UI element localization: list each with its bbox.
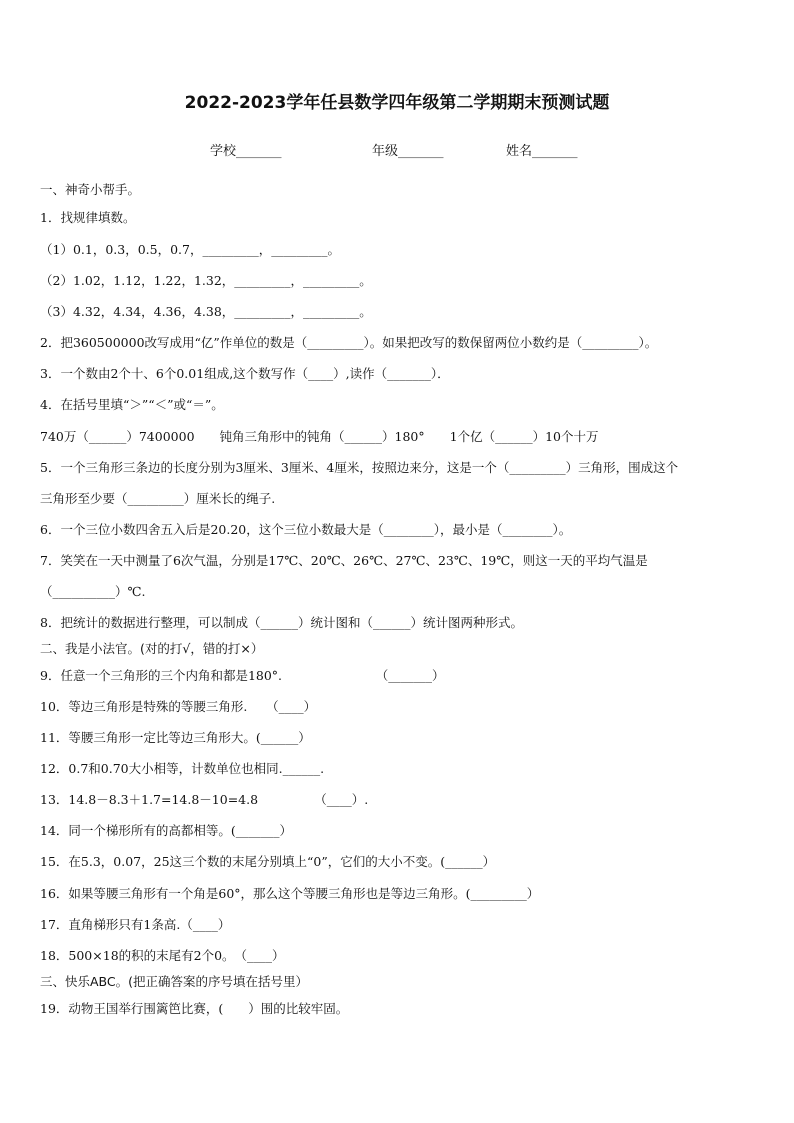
school-field: 学校_______ [210,144,282,159]
question-16: 16．如果等腰三角形有一个角是60°，那么这个等腰三角形也是等边三角形。(_________） [40,886,540,901]
student-name-field: 姓名_______ [506,144,578,159]
section-3-heading: 三、快乐ABC。(把正确答案的序号填在括号里） [40,974,309,989]
question-4-items: 740万（______）7400000 钝角三角形中的钝角（______）180° 1个亿（______）10个十万 [40,429,599,444]
question-17: 17．直角梯形只有1条高.（____） [40,917,231,932]
section-1-heading: 一、神奇小帮手。 [40,182,141,197]
question-18: 18．500×18的积的末尾有2个0。 （____） [40,948,285,963]
question-1-part-3: （3）4.32，4.34，4.36，4.38，_________，_________。 [40,304,372,319]
section-2-heading: 二、我是小法官。(对的打√，错的打×） [40,641,264,656]
question-14: 14．同一个梯形所有的高都相等。(_______） [40,823,293,838]
question-7-line-2: （__________）℃. [40,584,146,599]
question-3: 3．一个数由2个十、6个0.01组成,这个数写作（____）,读作（_______）． [40,366,450,381]
question-11: 11．等腰三角形一定比等边三角形大。(______） [40,730,311,745]
question-19: 19．动物王国举行围篱笆比赛，( ）围的比较牢固。 [40,1001,349,1016]
question-4: 4．在括号里填“＞”“＜”或“＝”。 [40,397,224,412]
question-6: 6．一个三位小数四舍五入后是20.20，这个三位小数最大是（________），最小是（________）。 [40,522,572,537]
question-1-part-2: （2）1.02，1.12，1.22，1.32，_________，_________。 [40,273,372,288]
question-1: 1．找规律填数。 [40,210,136,225]
question-15: 15．在5.3，0.07，25这三个数的末尾分别填上“0”，它们的大小不变。(______） [40,854,496,869]
exam-title: 2022-2023学年任县数学四年级第二学期期末预测试题 [184,93,610,113]
question-12: 12．0.7和0.70大小相等，计数单位也相同.______. [40,761,325,776]
grade-field: 年级_______ [372,144,444,159]
question-9: 9．任意一个三角形的三个内角和都是180°. （_______） [40,668,445,683]
question-5-line-2: 三角形至少要（_________）厘米长的绳子. [40,491,276,506]
question-7-line-1: 7．笑笑在一天中测量了6次气温，分别是17℃、20℃、26℃、27℃、23℃、19℃，则这一天的平均气温是 [40,553,648,568]
question-13: 13．14.8－8.3＋1.7=14.8－10=4.8 （____）. [40,792,369,807]
question-8: 8．把统计的数据进行整理，可以制成（______）统计图和（______）统计图两种形式。 [40,615,523,630]
question-2: 2．把360500000改写成用“亿”作单位的数是（_________）。如果把改写的数保留两位小数约是（_________）。 [40,335,658,350]
question-5-line-1: 5．一个三角形三条边的长度分别为3厘米、3厘米、4厘米，按照边来分，这是一个（_________）三角形，围成这个 [40,460,679,475]
question-1-part-1: （1）0.1，0.3，0.5，0.7，_________，_________。 [40,242,340,257]
question-10: 10．等边三角形是特殊的等腰三角形. （____） [40,699,317,714]
